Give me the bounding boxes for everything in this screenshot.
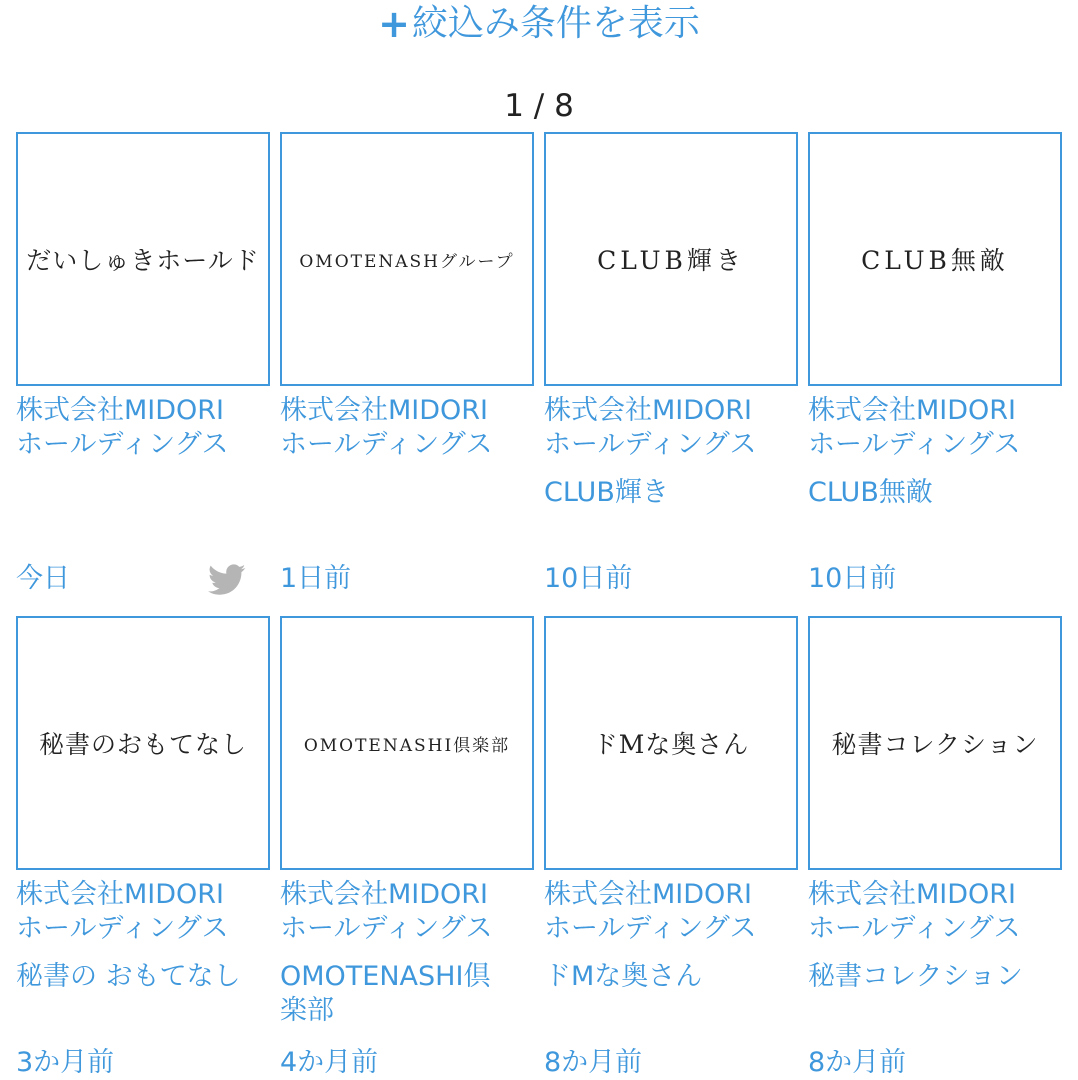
posted-date: 10日前: [544, 563, 633, 594]
show-filter-conditions-label: 絞込み条件を表示: [411, 3, 700, 44]
company-name-line2: ホールディングス: [808, 913, 1021, 944]
listing-thumbnail[interactable]: [544, 616, 798, 870]
posted-date: 1日前: [280, 563, 352, 594]
twitter-bird-icon[interactable]: [208, 564, 246, 596]
company-name-line2: ホールディングス: [544, 913, 757, 944]
shop-name-link[interactable]: 秘書の おもてなし: [16, 961, 241, 992]
shop-name-link[interactable]: ドMな奥さん: [544, 961, 703, 992]
company-name-line2: ホールディングス: [280, 913, 493, 944]
posted-date: 今日: [16, 563, 70, 594]
company-name-line1: 株式会社MIDORI: [544, 879, 753, 910]
company-name-link[interactable]: [808, 878, 1070, 946]
listing-thumbnail[interactable]: [16, 616, 270, 870]
thumbnail-logo-text: CLUB輝き: [597, 246, 745, 275]
company-name-line2: ホールディングス: [544, 429, 757, 460]
company-name-line2: ホールディングス: [16, 913, 229, 944]
shop-name-link[interactable]: OMOTENASHI倶楽部: [280, 961, 491, 1026]
thumbnail-logo-text: CLUB無敵: [861, 246, 1009, 275]
posted-date: 3か月前: [16, 1047, 115, 1078]
thumbnail-logo-text: 秘書のおもてなし: [38, 730, 247, 759]
posted-date: 4か月前: [280, 1047, 379, 1078]
company-name-link[interactable]: [280, 394, 542, 462]
company-name-link[interactable]: [16, 394, 278, 462]
posted-date: 8か月前: [808, 1047, 907, 1078]
thumbnail-logo-text: 秘書コレクション: [831, 730, 1039, 759]
listing-thumbnail[interactable]: [544, 132, 798, 386]
company-name-line1: 株式会社MIDORI: [280, 879, 489, 910]
shop-name-link[interactable]: 秘書コレクション: [808, 961, 1023, 992]
listing-thumbnail[interactable]: [280, 616, 534, 870]
thumbnail-logo-text: ドMな奥さん: [592, 730, 750, 759]
company-name-line1: 株式会社MIDORI: [280, 395, 489, 426]
thumbnail-logo-text: OMOTENASHグループ: [299, 251, 515, 272]
listing-thumbnail[interactable]: [808, 132, 1062, 386]
listing-thumbnail[interactable]: [280, 132, 534, 386]
posted-date: 10日前: [808, 563, 897, 594]
shop-name-link[interactable]: CLUB輝き: [544, 477, 669, 508]
page-indicator: 1 / 8: [504, 88, 574, 124]
plus-icon: +: [378, 2, 410, 46]
company-name-line2: ホールディングス: [280, 429, 493, 460]
show-filter-conditions-button[interactable]: [0, 0, 1078, 48]
company-name-line1: 株式会社MIDORI: [808, 395, 1017, 426]
listing-thumbnail[interactable]: [808, 616, 1062, 870]
company-name-link[interactable]: [544, 394, 806, 462]
company-name-line1: 株式会社MIDORI: [544, 395, 753, 426]
company-name-line2: ホールディングス: [808, 429, 1021, 460]
company-name-line1: 株式会社MIDORI: [808, 879, 1017, 910]
company-name-link[interactable]: [280, 878, 542, 946]
listing-thumbnail[interactable]: [16, 132, 270, 386]
company-name-line2: ホールディングス: [16, 429, 229, 460]
posted-date: 8か月前: [544, 1047, 643, 1078]
company-name-line1: 株式会社MIDORI: [16, 879, 225, 910]
company-name-link[interactable]: [808, 394, 1070, 462]
shop-name-link[interactable]: CLUB無敵: [808, 477, 933, 508]
company-name-line1: 株式会社MIDORI: [16, 395, 225, 426]
thumbnail-logo-text: OMOTENASHI倶楽部: [303, 735, 511, 756]
thumbnail-logo-text: だいしゅきホールド: [26, 246, 260, 275]
company-name-link[interactable]: [544, 878, 806, 946]
company-name-link[interactable]: [16, 878, 278, 946]
